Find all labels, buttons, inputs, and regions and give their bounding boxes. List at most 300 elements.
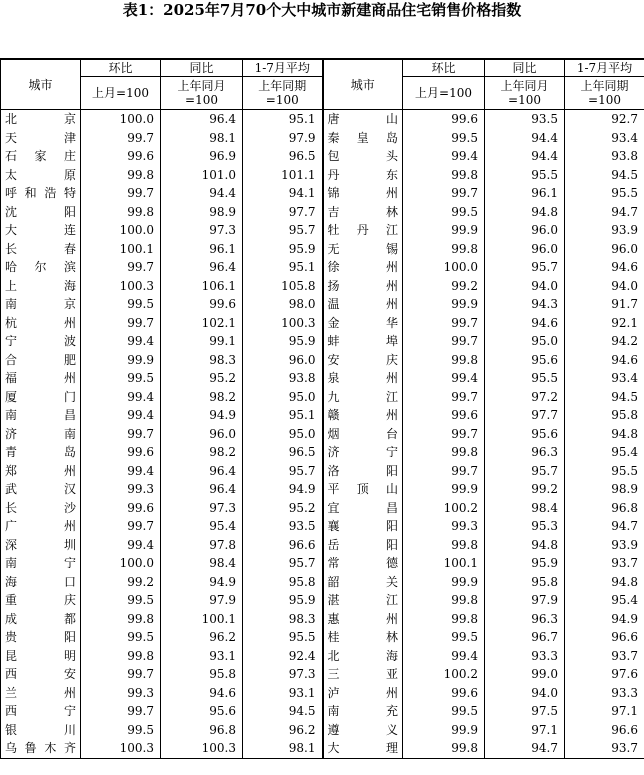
- index-cell: 94.4: [161, 184, 243, 203]
- city-cell: 宁波: [1, 332, 81, 351]
- city-cell: 吉林: [323, 203, 403, 222]
- city-cell: 长春: [1, 240, 81, 259]
- index-cell: 99.7: [81, 665, 161, 684]
- index-cell: 99.1: [161, 332, 243, 351]
- index-cell: 95.7: [243, 554, 323, 573]
- city-cell: 杭州: [1, 314, 81, 333]
- index-cell: 99.7: [81, 129, 161, 148]
- table-row: [1, 665, 644, 684]
- index-cell: 99.7: [403, 314, 485, 333]
- index-cell: 99.8: [81, 203, 161, 222]
- index-cell: 99.2: [81, 573, 161, 592]
- city-cell: 天津: [1, 129, 81, 148]
- index-cell: 99.8: [403, 591, 485, 610]
- city-cell: 赣州: [323, 406, 403, 425]
- index-cell: 98.2: [161, 443, 243, 462]
- index-cell: 96.4: [161, 258, 243, 277]
- index-cell: 93.7: [565, 739, 644, 758]
- index-cell: 97.5: [485, 702, 565, 721]
- city-cell: 牡丹江: [323, 221, 403, 240]
- table-row: [1, 147, 644, 166]
- city-cell: 呼和浩特: [1, 184, 81, 203]
- city-cell: 安庆: [323, 351, 403, 370]
- table-row: [1, 462, 644, 481]
- index-cell: 98.1: [161, 129, 243, 148]
- header-mom-2: 环比: [403, 59, 485, 77]
- index-cell: 97.3: [161, 499, 243, 518]
- index-cell: 92.7: [565, 110, 644, 129]
- city-cell: 洛阳: [323, 462, 403, 481]
- index-cell: 93.5: [485, 110, 565, 129]
- index-cell: 100.0: [81, 554, 161, 573]
- city-cell: 郑州: [1, 462, 81, 481]
- index-cell: 100.2: [403, 499, 485, 518]
- index-cell: 99.3: [81, 480, 161, 499]
- index-cell: 97.6: [565, 665, 644, 684]
- index-cell: 99.7: [403, 184, 485, 203]
- index-cell: 95.2: [243, 499, 323, 518]
- index-cell: 100.3: [81, 739, 161, 758]
- city-cell: 上海: [1, 277, 81, 296]
- index-cell: 97.1: [485, 721, 565, 740]
- header-yoy-sub: 上年同月 =100: [161, 77, 243, 110]
- city-cell: 徐州: [323, 258, 403, 277]
- index-cell: 95.0: [243, 425, 323, 444]
- index-cell: 97.9: [243, 129, 323, 148]
- index-cell: 93.7: [565, 554, 644, 573]
- index-cell: 99.9: [81, 351, 161, 370]
- index-cell: 96.1: [485, 184, 565, 203]
- city-cell: 厦门: [1, 388, 81, 407]
- index-cell: 94.5: [565, 388, 644, 407]
- index-cell: 96.2: [243, 721, 323, 740]
- index-cell: 93.4: [565, 129, 644, 148]
- header-mom-sub-2: 上月=100: [403, 77, 485, 110]
- index-cell: 96.3: [485, 610, 565, 629]
- index-cell: 99.5: [81, 369, 161, 388]
- index-cell: 93.9: [565, 221, 644, 240]
- index-cell: 97.7: [485, 406, 565, 425]
- city-cell: 哈尔滨: [1, 258, 81, 277]
- price-index-table: [0, 58, 644, 759]
- index-cell: 94.6: [161, 684, 243, 703]
- index-cell: 97.3: [161, 221, 243, 240]
- index-cell: 95.8: [485, 573, 565, 592]
- city-cell: 南充: [323, 702, 403, 721]
- city-cell: 泉州: [323, 369, 403, 388]
- index-cell: 98.4: [485, 499, 565, 518]
- index-cell: 95.4: [161, 517, 243, 536]
- city-cell: 丹东: [323, 166, 403, 185]
- city-cell: 无锡: [323, 240, 403, 259]
- city-cell: 乌鲁木齐: [1, 739, 81, 758]
- city-cell: 常德: [323, 554, 403, 573]
- index-cell: 99.9: [403, 480, 485, 499]
- index-cell: 93.8: [565, 147, 644, 166]
- city-cell: 桂林: [323, 628, 403, 647]
- index-cell: 99.6: [161, 295, 243, 314]
- index-cell: 92.4: [243, 647, 323, 666]
- index-cell: 98.4: [161, 554, 243, 573]
- index-cell: 96.8: [565, 499, 644, 518]
- index-cell: 97.9: [161, 591, 243, 610]
- table-row: [1, 591, 644, 610]
- index-cell: 94.2: [565, 332, 644, 351]
- city-cell: 大连: [1, 221, 81, 240]
- index-cell: 97.3: [243, 665, 323, 684]
- city-cell: 长沙: [1, 499, 81, 518]
- index-cell: 100.1: [403, 554, 485, 573]
- index-cell: 99.9: [403, 573, 485, 592]
- index-cell: 95.4: [565, 443, 644, 462]
- index-cell: 95.6: [485, 351, 565, 370]
- city-cell: 重庆: [1, 591, 81, 610]
- table-row: [1, 110, 644, 129]
- index-cell: 99.7: [81, 702, 161, 721]
- index-cell: 99.4: [81, 332, 161, 351]
- city-cell: 温州: [323, 295, 403, 314]
- index-cell: 96.2: [161, 628, 243, 647]
- city-cell: 南宁: [1, 554, 81, 573]
- table-row: [1, 517, 644, 536]
- index-cell: 93.1: [161, 647, 243, 666]
- index-cell: 99.8: [403, 351, 485, 370]
- city-cell: 福州: [1, 369, 81, 388]
- index-cell: 96.6: [243, 536, 323, 555]
- index-cell: 94.7: [565, 203, 644, 222]
- index-cell: 99.9: [403, 721, 485, 740]
- index-cell: 99.5: [81, 628, 161, 647]
- city-cell: 太原: [1, 166, 81, 185]
- index-cell: 95.5: [485, 166, 565, 185]
- index-cell: 99.3: [403, 517, 485, 536]
- table-row: [1, 351, 644, 370]
- index-cell: 99.5: [403, 628, 485, 647]
- index-cell: 96.0: [161, 425, 243, 444]
- table-row: [1, 536, 644, 555]
- header-city: 城市: [1, 59, 81, 110]
- index-cell: 99.7: [403, 425, 485, 444]
- index-cell: 99.7: [403, 462, 485, 481]
- index-cell: 95.7: [243, 462, 323, 481]
- index-cell: 95.5: [565, 462, 644, 481]
- index-cell: 98.2: [161, 388, 243, 407]
- index-cell: 95.7: [243, 221, 323, 240]
- city-cell: 济宁: [323, 443, 403, 462]
- index-cell: 97.7: [243, 203, 323, 222]
- index-cell: 99.6: [403, 684, 485, 703]
- index-cell: 99.7: [81, 425, 161, 444]
- city-cell: 海口: [1, 573, 81, 592]
- table-row: [1, 221, 644, 240]
- index-cell: 95.5: [565, 184, 644, 203]
- index-cell: 99.6: [81, 499, 161, 518]
- index-cell: 99.2: [403, 277, 485, 296]
- index-cell: 99.4: [403, 369, 485, 388]
- table-row: [1, 573, 644, 592]
- index-cell: 99.0: [485, 665, 565, 684]
- index-cell: 93.4: [565, 369, 644, 388]
- city-cell: 唐山: [323, 110, 403, 129]
- index-cell: 102.1: [161, 314, 243, 333]
- index-cell: 94.9: [243, 480, 323, 499]
- index-cell: 94.0: [485, 277, 565, 296]
- header-yoy: 同比: [161, 59, 243, 77]
- index-cell: 94.7: [485, 739, 565, 758]
- index-cell: 95.1: [243, 110, 323, 129]
- index-cell: 93.7: [565, 647, 644, 666]
- index-cell: 94.3: [485, 295, 565, 314]
- index-cell: 99.8: [403, 536, 485, 555]
- city-cell: 贵阳: [1, 628, 81, 647]
- index-cell: 96.5: [243, 147, 323, 166]
- city-cell: 深圳: [1, 536, 81, 555]
- index-cell: 99.6: [403, 110, 485, 129]
- index-cell: 99.5: [81, 295, 161, 314]
- index-cell: 99.8: [81, 610, 161, 629]
- index-cell: 99.5: [81, 721, 161, 740]
- index-cell: 96.0: [485, 240, 565, 259]
- index-cell: 100.1: [81, 240, 161, 259]
- index-cell: 99.6: [81, 147, 161, 166]
- index-cell: 95.6: [485, 425, 565, 444]
- index-cell: 96.1: [161, 240, 243, 259]
- table-row: [1, 721, 644, 740]
- index-cell: 95.6: [161, 702, 243, 721]
- table-row: [1, 129, 644, 148]
- table-row: [1, 258, 644, 277]
- index-cell: 96.5: [243, 443, 323, 462]
- city-cell: 惠州: [323, 610, 403, 629]
- index-cell: 94.0: [485, 684, 565, 703]
- city-cell: 襄阳: [323, 517, 403, 536]
- table-row: [1, 295, 644, 314]
- table-row: [1, 739, 644, 758]
- city-cell: 包头: [323, 147, 403, 166]
- index-cell: 99.4: [81, 462, 161, 481]
- city-cell: 沈阳: [1, 203, 81, 222]
- index-cell: 100.0: [81, 110, 161, 129]
- index-cell: 93.8: [243, 369, 323, 388]
- table-row: [1, 702, 644, 721]
- index-cell: 99.7: [81, 184, 161, 203]
- index-cell: 99.9: [403, 221, 485, 240]
- index-cell: 93.1: [243, 684, 323, 703]
- index-cell: 99.8: [403, 739, 485, 758]
- index-cell: 93.3: [565, 684, 644, 703]
- city-cell: 宜昌: [323, 499, 403, 518]
- table-row: [1, 406, 644, 425]
- index-cell: 94.5: [565, 166, 644, 185]
- index-cell: 106.1: [161, 277, 243, 296]
- header-avg-2: 1-7月平均: [565, 59, 644, 77]
- index-cell: 97.2: [485, 388, 565, 407]
- index-cell: 95.2: [161, 369, 243, 388]
- city-cell: 西安: [1, 665, 81, 684]
- index-cell: 99.7: [81, 314, 161, 333]
- city-cell: 金华: [323, 314, 403, 333]
- city-cell: 合肥: [1, 351, 81, 370]
- index-cell: 94.5: [243, 702, 323, 721]
- table-row: [1, 628, 644, 647]
- index-cell: 94.7: [565, 517, 644, 536]
- index-cell: 101.1: [243, 166, 323, 185]
- index-cell: 95.8: [565, 406, 644, 425]
- table-row: [1, 388, 644, 407]
- index-cell: 94.6: [565, 351, 644, 370]
- index-cell: 95.7: [485, 462, 565, 481]
- index-cell: 92.1: [565, 314, 644, 333]
- index-cell: 94.9: [161, 406, 243, 425]
- index-cell: 95.5: [243, 628, 323, 647]
- header-yoy-sub-2: 上年同月 =100: [485, 77, 565, 110]
- index-cell: 99.8: [403, 240, 485, 259]
- city-cell: 九江: [323, 388, 403, 407]
- page-title: 表1：2025年7月70个大中城市新建商品住宅销售价格指数: [122, 1, 522, 19]
- index-cell: 99.9: [403, 295, 485, 314]
- index-cell: 94.8: [565, 573, 644, 592]
- index-cell: 96.7: [485, 628, 565, 647]
- table-row: [1, 554, 644, 573]
- index-cell: 96.0: [565, 240, 644, 259]
- index-cell: 98.3: [161, 351, 243, 370]
- city-cell: 扬州: [323, 277, 403, 296]
- city-cell: 西宁: [1, 702, 81, 721]
- city-cell: 蚌埠: [323, 332, 403, 351]
- index-cell: 96.4: [161, 110, 243, 129]
- index-cell: 98.9: [565, 480, 644, 499]
- index-cell: 99.4: [81, 536, 161, 555]
- city-cell: 青岛: [1, 443, 81, 462]
- index-cell: 100.3: [243, 314, 323, 333]
- index-cell: 98.9: [161, 203, 243, 222]
- index-cell: 97.1: [565, 702, 644, 721]
- index-cell: 95.7: [485, 258, 565, 277]
- index-cell: 99.7: [403, 332, 485, 351]
- index-cell: 96.0: [485, 221, 565, 240]
- index-cell: 100.0: [81, 221, 161, 240]
- index-cell: 96.6: [565, 721, 644, 740]
- table-row: [1, 480, 644, 499]
- index-cell: 93.9: [565, 536, 644, 555]
- index-cell: 95.8: [243, 573, 323, 592]
- index-cell: 94.8: [485, 536, 565, 555]
- index-cell: 99.4: [81, 388, 161, 407]
- index-cell: 99.3: [81, 684, 161, 703]
- index-cell: 95.5: [485, 369, 565, 388]
- index-cell: 95.9: [243, 240, 323, 259]
- city-cell: 岳阳: [323, 536, 403, 555]
- index-cell: 100.2: [403, 665, 485, 684]
- city-cell: 三亚: [323, 665, 403, 684]
- header-mom: 环比: [81, 59, 161, 77]
- city-cell: 昆明: [1, 647, 81, 666]
- index-cell: 98.3: [243, 610, 323, 629]
- index-cell: 96.3: [485, 443, 565, 462]
- index-cell: 98.1: [243, 739, 323, 758]
- index-cell: 99.2: [485, 480, 565, 499]
- index-cell: 99.7: [81, 258, 161, 277]
- city-cell: 南昌: [1, 406, 81, 425]
- city-cell: 韶关: [323, 573, 403, 592]
- city-cell: 成都: [1, 610, 81, 629]
- index-cell: 96.4: [161, 480, 243, 499]
- city-cell: 大理: [323, 739, 403, 758]
- index-cell: 99.4: [403, 647, 485, 666]
- index-cell: 95.1: [243, 258, 323, 277]
- table-row: [1, 610, 644, 629]
- index-cell: 94.0: [565, 277, 644, 296]
- table-row: [1, 203, 644, 222]
- header-mom-sub: 上月=100: [81, 77, 161, 110]
- index-cell: 97.9: [485, 591, 565, 610]
- index-cell: 100.0: [403, 258, 485, 277]
- index-cell: 98.0: [243, 295, 323, 314]
- table-row: [1, 443, 644, 462]
- header-yoy-2: 同比: [485, 59, 565, 77]
- table-row: [1, 499, 644, 518]
- index-cell: 100.3: [81, 277, 161, 296]
- table-row: [1, 647, 644, 666]
- index-cell: 99.8: [81, 166, 161, 185]
- city-cell: 北海: [323, 647, 403, 666]
- index-cell: 95.9: [485, 554, 565, 573]
- city-cell: 南京: [1, 295, 81, 314]
- index-cell: 94.1: [243, 184, 323, 203]
- index-cell: 95.0: [485, 332, 565, 351]
- table-row: [1, 332, 644, 351]
- city-cell: 兰州: [1, 684, 81, 703]
- index-cell: 99.5: [403, 702, 485, 721]
- index-cell: 100.1: [161, 610, 243, 629]
- city-cell: 银川: [1, 721, 81, 740]
- index-cell: 100.3: [161, 739, 243, 758]
- index-cell: 95.1: [243, 406, 323, 425]
- city-cell: 武汉: [1, 480, 81, 499]
- table-row: [1, 369, 644, 388]
- index-cell: 94.8: [485, 203, 565, 222]
- index-cell: 99.8: [81, 647, 161, 666]
- index-cell: 99.7: [81, 517, 161, 536]
- table-row: [1, 240, 644, 259]
- index-cell: 96.9: [161, 147, 243, 166]
- city-cell: 济南: [1, 425, 81, 444]
- header-avg: 1-7月平均: [243, 59, 323, 77]
- index-cell: 94.9: [565, 610, 644, 629]
- index-cell: 95.4: [565, 591, 644, 610]
- index-cell: 96.8: [161, 721, 243, 740]
- index-cell: 95.9: [243, 332, 323, 351]
- table-row: [1, 425, 644, 444]
- table-row: [1, 184, 644, 203]
- index-cell: 99.8: [403, 610, 485, 629]
- city-cell: 秦皇岛: [323, 129, 403, 148]
- index-cell: 99.5: [81, 591, 161, 610]
- index-cell: 105.8: [243, 277, 323, 296]
- index-cell: 96.0: [243, 351, 323, 370]
- city-cell: 泸州: [323, 684, 403, 703]
- city-cell: 平顶山: [323, 480, 403, 499]
- index-cell: 94.4: [485, 147, 565, 166]
- header-avg-sub: 上年同期 =100: [243, 77, 323, 110]
- index-cell: 94.9: [161, 573, 243, 592]
- index-cell: 94.6: [485, 314, 565, 333]
- table-row: [1, 684, 644, 703]
- index-cell: 91.7: [565, 295, 644, 314]
- city-cell: 烟台: [323, 425, 403, 444]
- index-cell: 99.8: [403, 166, 485, 185]
- index-cell: 99.7: [403, 388, 485, 407]
